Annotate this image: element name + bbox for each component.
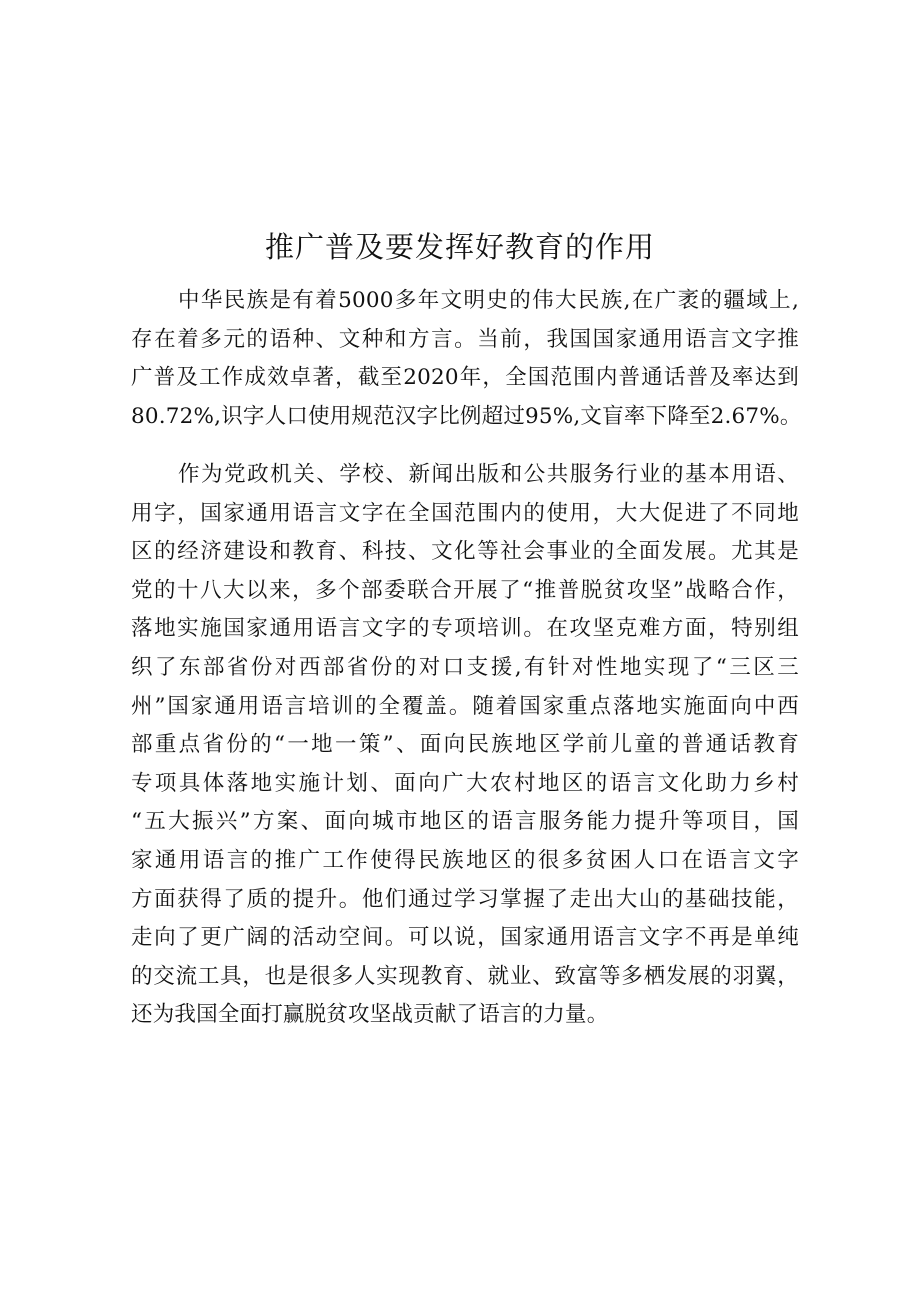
paragraph-1 [131, 282, 802, 436]
text-line: 党的十八大以来，多个部委联合开展了“推普脱贫攻坚”战略合作， [131, 577, 799, 603]
text-line: “五大振兴”方案、面向城市地区的语言服务能力提升等项目，国 [131, 809, 799, 835]
text-line: 走向了更广阔的活动空间。可以说，国家通用语言文字不再是单纯 [131, 925, 799, 951]
text-line: 作为党政机关、学校、新闻出版和公共服务行业的基本用语、 [178, 462, 799, 487]
paragraph-2 [131, 456, 799, 1035]
text-line: 用字，国家通用语言文字在全国范围内的使用，大大促进了不同地 [131, 500, 799, 526]
text-line: 广普及工作成效卓著，截至2020年，全国范围内普通话普及率达到 [131, 365, 799, 391]
text-line: 专项具体落地实施计划、面向广大农村地区的语言文化助力乡村 [131, 770, 799, 796]
text-line: 存在着多元的语种、文种和方言。当前，我国国家通用语言文字推 [131, 326, 799, 352]
text-line: 中华民族是有着5000多年文明史的伟大民族,在广袤的疆域上, [178, 288, 799, 313]
text-line: 部重点省份的“一地一策”、面向民族地区学前儿童的普通话教育 [131, 732, 799, 758]
text-line: 落地实施国家通用语言文字的专项培训。在攻坚克难方面，特别组 [131, 616, 799, 642]
text-line: 还为我国全面打赢脱贫攻坚战贡献了语言的力量。 [131, 1002, 609, 1028]
text-line: 的交流工具，也是很多人实现教育、就业、致富等多栖发展的羽翼， [131, 963, 799, 989]
text-line: 家通用语言的推广工作使得民族地区的很多贫困人口在语言文字 [131, 847, 799, 873]
text-line: 区的经济建设和教育、科技、文化等社会事业的全面发展。尤其是 [131, 539, 799, 565]
document-title: 推广普及要发挥好教育的作用 [264, 230, 655, 264]
text-line: 方面获得了质的提升。他们通过学习掌握了走出大山的基础技能， [131, 886, 799, 912]
text-line: 州”国家通用语言培训的全覆盖。随着国家重点落地实施面向中西 [131, 693, 799, 719]
text-line: 织了东部省份对西部省份的对口支援,有针对性地实现了“三区三 [131, 654, 799, 680]
text-line: 80.72%,识字人口使用规范汉字比例超过95%,文盲率下降至2.67%。 [131, 403, 802, 429]
